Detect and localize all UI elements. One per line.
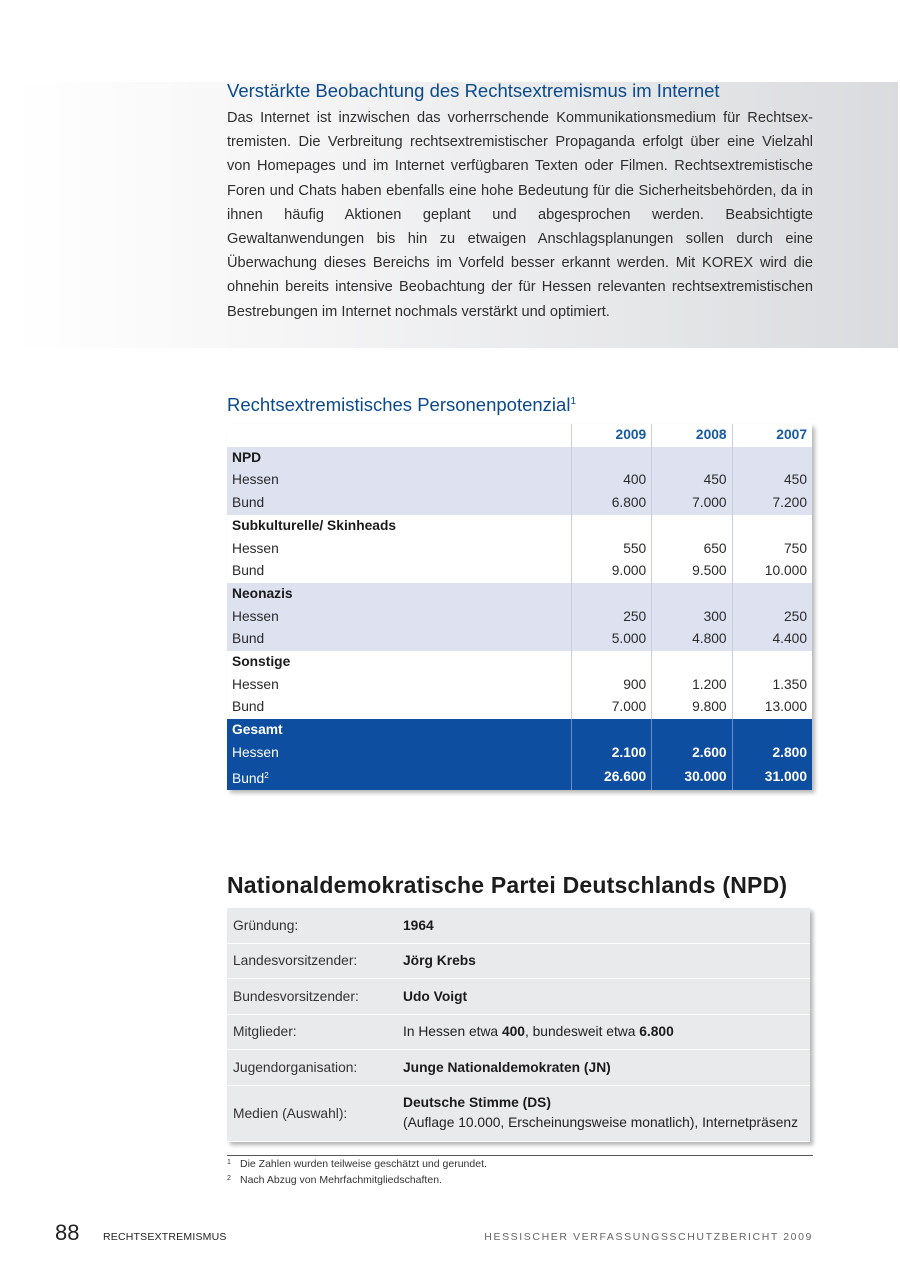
media-detail: (Auflage 10.000, Erscheinungsweise monatlich), Internetpräsenz	[403, 1115, 798, 1130]
intro-box	[227, 80, 813, 324]
info-row-members	[227, 1014, 810, 1050]
table-row	[227, 696, 812, 719]
cell-value: 300	[652, 606, 732, 629]
cell-value: 9.500	[652, 560, 732, 583]
row-label: Bund	[227, 560, 571, 583]
youth-value-cell	[397, 1050, 810, 1086]
members-hessen: 400	[501, 1024, 525, 1040]
cell-value: 9.000	[571, 560, 651, 583]
cell-value: 450	[652, 469, 732, 492]
footnote-2	[227, 1174, 442, 1186]
table-group-row	[227, 583, 812, 606]
group-name: Gesamt	[227, 719, 571, 742]
cell-value: 26.600	[571, 765, 651, 791]
row-label: Hessen	[227, 606, 571, 629]
cell-value: 1.350	[732, 674, 812, 697]
row-label: Hessen	[227, 674, 571, 697]
table-row	[227, 628, 812, 651]
members-pre: In Hessen etwa	[403, 1024, 502, 1040]
table-row	[227, 674, 812, 697]
cell-value: 7.000	[652, 492, 732, 515]
header-empty	[227, 424, 571, 447]
page-number: 88	[55, 1220, 80, 1245]
row-label-cell	[227, 765, 571, 791]
info-row-youth	[227, 1050, 810, 1086]
row-label: Bund	[227, 696, 571, 719]
group-name: Sonstige	[227, 651, 571, 674]
founding-value: 1964	[403, 917, 434, 933]
table-row	[227, 606, 812, 629]
info-row-federal-chair	[227, 979, 810, 1015]
cell-value: 6.800	[571, 492, 651, 515]
npd-info-table	[227, 908, 810, 1142]
table-group-row	[227, 651, 812, 674]
cell-value: 250	[571, 606, 651, 629]
federal-chair-value: Udo Voigt	[403, 988, 468, 1004]
members-value	[397, 1014, 810, 1050]
founding-label: Gründung:	[227, 908, 397, 943]
cell-value: 30.000	[652, 765, 732, 791]
npd-section-title: Nationaldemokratische Partei Deutschlands (NPD)	[227, 872, 788, 898]
members-mid: , bundesweit etwa	[524, 1024, 640, 1040]
cell-value: 9.800	[652, 696, 732, 719]
state-chair-label: Landesvorsitzender:	[227, 943, 397, 979]
intro-title: Verstärkte Beobachtung des Rechtsextremismus im Internet	[227, 80, 720, 101]
publication-title: HESSISCHER VERFASSUNGSSCHUTZBERICHT 2009	[484, 1231, 813, 1243]
cell-value: 2.600	[652, 742, 732, 765]
row-label: Bund	[232, 770, 265, 786]
info-row-media	[227, 1085, 810, 1141]
potential-table	[227, 424, 812, 790]
youth-value: Junge Nationaldemokraten (JN)	[403, 1059, 611, 1075]
footnote-text: Die Zahlen wurden teilweise geschätzt und gerundet.	[240, 1158, 487, 1170]
intro-text: Das Internet ist inzwischen das vorherrschende Kommunikationsmedium für Rechtsextremisten. Die Verbreitung rechtsextremistischer Propaganda erfolgt über eine Vielzahl von Homepages und im Internet verfügbaren Texten oder Filmen. Rechtsextremistische Foren und Chats haben ebenfalls eine hohe Bedeutung für die Sicherheitsbehörden, da in ihnen häufig Aktionen geplant und abgesprochen werden. Beabsichtigte Gewaltanwendungen bis hin zu etwaigen Anschlagsplanungen sollen durch eine Überwachung dieses Bereichs im Vorfeld besser erkannt werden. Mit KOREX wird die ohnehin bereits intensive Beobachtung der für Hessen relevanten rechtsextremistischen Bestrebungen im Internet nochmals verstärkt und optimiert.	[227, 110, 813, 320]
media-label: Medien (Auswahl):	[227, 1085, 397, 1141]
media-value-cell	[397, 1085, 810, 1141]
table-row	[227, 538, 812, 561]
table-row	[227, 560, 812, 583]
footnote-mark: 2	[227, 1175, 231, 1182]
cell-value: 4.800	[652, 628, 732, 651]
table-total-row	[227, 742, 812, 765]
youth-label: Jugendorganisation:	[227, 1050, 397, 1086]
founding-value-cell	[397, 908, 810, 943]
cell-value: 5.000	[571, 628, 651, 651]
group-name: Subkulturelle/ Skinheads	[227, 515, 571, 538]
cell-value: 450	[732, 469, 812, 492]
potential-table-footnote-mark: 1	[570, 396, 577, 407]
cell-value: 900	[571, 674, 651, 697]
group-name: NPD	[227, 447, 571, 470]
table-group-row	[227, 515, 812, 538]
header-year: 2009	[571, 424, 651, 447]
table-group-row	[227, 447, 812, 470]
cell-value: 13.000	[732, 696, 812, 719]
row-label: Bund	[227, 628, 571, 651]
cell-value: 550	[571, 538, 651, 561]
federal-chair-label: Bundesvorsitzender:	[227, 979, 397, 1015]
table-total-row	[227, 765, 812, 791]
state-chair-value-cell	[397, 943, 810, 979]
cell-value: 2.100	[571, 742, 651, 765]
footnote-mark: 1	[227, 1159, 231, 1166]
cell-value: 31.000	[732, 765, 812, 791]
federal-chair-value-cell	[397, 979, 810, 1015]
group-name: Neonazis	[227, 583, 571, 606]
cell-value: 7.000	[571, 696, 651, 719]
row-label: Hessen	[227, 538, 571, 561]
table-row	[227, 469, 812, 492]
cell-value: 4.400	[732, 628, 812, 651]
potential-table-title-text: Rechtsextremistisches Personenpotenzial	[227, 394, 571, 415]
footnote-1	[227, 1158, 487, 1170]
table-header-row	[227, 424, 812, 447]
cell-value: 650	[652, 538, 732, 561]
members-bund: 6.800	[639, 1024, 674, 1040]
cell-value: 750	[732, 538, 812, 561]
info-row-state-chair	[227, 943, 810, 979]
section-label: RECHTSEXTREMISMUS	[103, 1231, 227, 1243]
cell-value: 1.200	[652, 674, 732, 697]
cell-value: 400	[571, 469, 651, 492]
cell-value: 10.000	[732, 560, 812, 583]
potential-table-title	[227, 394, 576, 416]
table-total-group-row	[227, 719, 812, 742]
row-label: Hessen	[227, 469, 571, 492]
cell-value: 2.800	[732, 742, 812, 765]
row-footnote-mark: 2	[264, 770, 269, 780]
footnote-divider	[227, 1155, 813, 1156]
footnote-text: Nach Abzug von Mehrfachmitgliedschaften.	[240, 1174, 442, 1186]
state-chair-value: Jörg Krebs	[403, 953, 476, 969]
row-label: Bund	[227, 492, 571, 515]
header-year: 2008	[652, 424, 732, 447]
row-label: Hessen	[227, 742, 571, 765]
cell-value: 250	[732, 606, 812, 629]
table-row	[227, 492, 812, 515]
header-year: 2007	[732, 424, 812, 447]
members-label: Mitglieder:	[227, 1014, 397, 1050]
media-value: Deutsche Stimme (DS)	[403, 1095, 551, 1110]
cell-value: 7.200	[732, 492, 812, 515]
info-row-founding	[227, 908, 810, 943]
